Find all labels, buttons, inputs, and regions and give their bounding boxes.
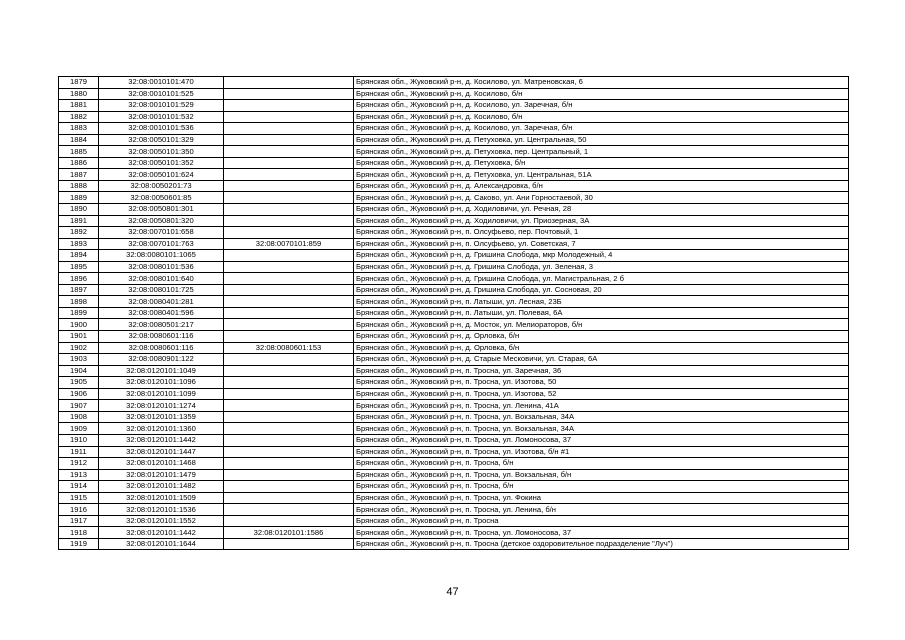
cadastral-number-cell: 32:08:0080501:217 <box>99 319 224 331</box>
linked-cadastral-number-cell <box>224 134 354 146</box>
address-cell: Брянская обл., Жуковский р-н, д. Александровка, б/н <box>354 180 849 192</box>
linked-cadastral-number-cell: 32:08:0080601:153 <box>224 342 354 354</box>
address-cell: Брянская обл., Жуковский р-н, п. Тросна, ул. Изотова, 52 <box>354 388 849 400</box>
table-row <box>59 342 849 354</box>
cadastral-number-cell: 32:08:0080101:725 <box>99 284 224 296</box>
linked-cadastral-number-cell <box>224 250 354 262</box>
row-number-cell: 1899 <box>59 307 99 319</box>
cadastral-number-cell: 32:08:0120101:1442 <box>99 434 224 446</box>
cadastral-number-cell: 32:08:0080401:281 <box>99 296 224 308</box>
linked-cadastral-number-cell <box>224 100 354 112</box>
table-row <box>59 296 849 308</box>
row-number-cell: 1883 <box>59 123 99 135</box>
address-cell: Брянская обл., Жуковский р-н, п. Тросна, ул. Изотова, 50 <box>354 377 849 389</box>
cadastral-number-cell: 32:08:0050801:301 <box>99 204 224 216</box>
cadastral-number-cell: 32:08:0050101:329 <box>99 134 224 146</box>
cadastral-number-cell: 32:08:0120101:1359 <box>99 411 224 423</box>
cadastral-number-cell: 32:08:0080101:640 <box>99 273 224 285</box>
linked-cadastral-number-cell <box>224 123 354 135</box>
address-cell: Брянская обл., Жуковский р-н, д. Ходиловичи, ул. Приозерная, 3А <box>354 215 849 227</box>
cadastral-number-cell: 32:08:0080601:116 <box>99 331 224 343</box>
address-cell: Брянская обл., Жуковский р-н, п. Тросна, б/н <box>354 458 849 470</box>
cadastral-number-cell: 32:08:0010101:470 <box>99 77 224 89</box>
address-cell: Брянская обл., Жуковский р-н, п. Тросна, ул. Ленина, 41А <box>354 400 849 412</box>
table-row <box>59 527 849 539</box>
table-row <box>59 400 849 412</box>
table-row <box>59 250 849 262</box>
row-number-cell: 1907 <box>59 400 99 412</box>
row-number-cell: 1895 <box>59 261 99 273</box>
linked-cadastral-number-cell <box>224 273 354 285</box>
table-row <box>59 446 849 458</box>
row-number-cell: 1909 <box>59 423 99 435</box>
row-number-cell: 1916 <box>59 504 99 516</box>
address-cell: Брянская обл., Жуковский р-н, д. Гришина Слобода, ул. Магистральная, 2 б <box>354 273 849 285</box>
cadastral-number-cell: 32:08:0120101:1644 <box>99 538 224 550</box>
table-row <box>59 227 849 239</box>
table-row <box>59 411 849 423</box>
address-cell: Брянская обл., Жуковский р-н, п. Тросна, ул. Вокзальная, б/н <box>354 469 849 481</box>
cadastral-number-cell: 32:08:0070101:658 <box>99 227 224 239</box>
address-cell: Брянская обл., Жуковский р-н, п. Тросна, ул. Ломоносова, 37 <box>354 527 849 539</box>
cadastral-number-cell: 32:08:0120101:1536 <box>99 504 224 516</box>
cadastral-number-cell: 32:08:0050801:320 <box>99 215 224 227</box>
row-number-cell: 1906 <box>59 388 99 400</box>
table-row <box>59 77 849 89</box>
address-cell: Брянская обл., Жуковский р-н, п. Тросна (детское оздоровительное подразделение "Луч") <box>354 538 849 550</box>
address-cell: Брянская обл., Жуковский р-н, п. Тросна, ул. Вокзальная, 34А <box>354 411 849 423</box>
cadastral-number-cell: 32:08:0080101:1065 <box>99 250 224 262</box>
table-row <box>59 238 849 250</box>
table-row <box>59 307 849 319</box>
table-row <box>59 365 849 377</box>
row-number-cell: 1902 <box>59 342 99 354</box>
table-row <box>59 100 849 112</box>
linked-cadastral-number-cell <box>224 469 354 481</box>
table-row <box>59 261 849 273</box>
linked-cadastral-number-cell <box>224 111 354 123</box>
row-number-cell: 1888 <box>59 180 99 192</box>
cadastral-number-cell: 32:08:0050101:350 <box>99 146 224 158</box>
row-number-cell: 1908 <box>59 411 99 423</box>
cadastral-number-cell: 32:08:0050601:85 <box>99 192 224 204</box>
cadastral-number-cell: 32:08:0120101:1360 <box>99 423 224 435</box>
address-cell: Брянская обл., Жуковский р-н, п. Тросна, ул. Изотова, б/н #1 <box>354 446 849 458</box>
registry-table-body <box>59 77 849 550</box>
linked-cadastral-number-cell <box>224 354 354 366</box>
row-number-cell: 1918 <box>59 527 99 539</box>
linked-cadastral-number-cell <box>224 538 354 550</box>
cadastral-number-cell: 32:08:0080901:122 <box>99 354 224 366</box>
address-cell: Брянская обл., Жуковский р-н, п. Тросна, ул. Вокзальная, 34А <box>354 423 849 435</box>
table-row <box>59 492 849 504</box>
cadastral-number-cell: 32:08:0050201:73 <box>99 180 224 192</box>
table-row <box>59 123 849 135</box>
address-cell: Брянская обл., Жуковский р-н, д. Петуховка, ул. Центральная, 51А <box>354 169 849 181</box>
linked-cadastral-number-cell <box>224 296 354 308</box>
table-row <box>59 469 849 481</box>
linked-cadastral-number-cell <box>224 180 354 192</box>
cadastral-number-cell: 32:08:0120101:1479 <box>99 469 224 481</box>
cadastral-number-cell: 32:08:0010101:536 <box>99 123 224 135</box>
linked-cadastral-number-cell <box>224 284 354 296</box>
cadastral-number-cell: 32:08:0120101:1552 <box>99 515 224 527</box>
address-cell: Брянская обл., Жуковский р-н, д. Петуховка, б/н <box>354 157 849 169</box>
address-cell: Брянская обл., Жуковский р-н, д. Гришина Слобода, мкр Молодежный, 4 <box>354 250 849 262</box>
table-row <box>59 388 849 400</box>
row-number-cell: 1879 <box>59 77 99 89</box>
linked-cadastral-number-cell <box>224 331 354 343</box>
row-number-cell: 1885 <box>59 146 99 158</box>
address-cell: Брянская обл., Жуковский р-н, п. Тросна, ул. Заречная, 36 <box>354 365 849 377</box>
linked-cadastral-number-cell <box>224 192 354 204</box>
table-row <box>59 331 849 343</box>
table-row <box>59 88 849 100</box>
table-row <box>59 157 849 169</box>
row-number-cell: 1897 <box>59 284 99 296</box>
row-number-cell: 1889 <box>59 192 99 204</box>
row-number-cell: 1882 <box>59 111 99 123</box>
linked-cadastral-number-cell <box>224 411 354 423</box>
cadastral-number-cell: 32:08:0010101:532 <box>99 111 224 123</box>
table-row <box>59 284 849 296</box>
table-row <box>59 538 849 550</box>
row-number-cell: 1917 <box>59 515 99 527</box>
address-cell: Брянская обл., Жуковский р-н, д. Косилово, ул. Матреновская, 6 <box>354 77 849 89</box>
address-cell: Брянская обл., Жуковский р-н, д. Мосток, ул. Мелиораторов, б/н <box>354 319 849 331</box>
table-row <box>59 481 849 493</box>
linked-cadastral-number-cell <box>224 492 354 504</box>
address-cell: Брянская обл., Жуковский р-н, д. Гришина Слобода, ул. Сосновая, 20 <box>354 284 849 296</box>
row-number-cell: 1890 <box>59 204 99 216</box>
linked-cadastral-number-cell <box>224 169 354 181</box>
address-cell: Брянская обл., Жуковский р-н, п. Олсуфьево, ул. Советская, 7 <box>354 238 849 250</box>
row-number-cell: 1887 <box>59 169 99 181</box>
address-cell: Брянская обл., Жуковский р-н, д. Косилово, б/н <box>354 111 849 123</box>
table-row <box>59 458 849 470</box>
cadastral-number-cell: 32:08:0010101:529 <box>99 100 224 112</box>
linked-cadastral-number-cell <box>224 423 354 435</box>
row-number-cell: 1896 <box>59 273 99 285</box>
linked-cadastral-number-cell <box>224 319 354 331</box>
linked-cadastral-number-cell: 32:08:0070101:859 <box>224 238 354 250</box>
cadastral-number-cell: 32:08:0120101:1049 <box>99 365 224 377</box>
cadastral-number-cell: 32:08:0120101:1099 <box>99 388 224 400</box>
address-cell: Брянская обл., Жуковский р-н, п. Латыши, ул. Лесная, 23Б <box>354 296 849 308</box>
cadastral-number-cell: 32:08:0120101:1442 <box>99 527 224 539</box>
cadastral-number-cell: 32:08:0080401:596 <box>99 307 224 319</box>
cadastral-number-cell: 32:08:0120101:1096 <box>99 377 224 389</box>
row-number-cell: 1886 <box>59 157 99 169</box>
cadastral-number-cell: 32:08:0120101:1509 <box>99 492 224 504</box>
linked-cadastral-number-cell <box>224 446 354 458</box>
address-cell: Брянская обл., Жуковский р-н, п. Тросна <box>354 515 849 527</box>
row-number-cell: 1893 <box>59 238 99 250</box>
address-cell: Брянская обл., Жуковский р-н, п. Латыши, ул. Полевая, 6А <box>354 307 849 319</box>
table-row <box>59 215 849 227</box>
linked-cadastral-number-cell <box>224 261 354 273</box>
table-row <box>59 515 849 527</box>
linked-cadastral-number-cell <box>224 458 354 470</box>
address-cell: Брянская обл., Жуковский р-н, п. Олсуфьево, пер. Почтовый, 1 <box>354 227 849 239</box>
cadastral-number-cell: 32:08:0050101:624 <box>99 169 224 181</box>
address-cell: Брянская обл., Жуковский р-н, д. Косилово, ул. Заречная, б/н <box>354 100 849 112</box>
table-row <box>59 434 849 446</box>
address-cell: Брянская обл., Жуковский р-н, д. Орловка, б/н <box>354 342 849 354</box>
row-number-cell: 1901 <box>59 331 99 343</box>
row-number-cell: 1881 <box>59 100 99 112</box>
cadastral-number-cell: 32:08:0010101:525 <box>99 88 224 100</box>
cadastral-number-cell: 32:08:0080101:536 <box>99 261 224 273</box>
linked-cadastral-number-cell <box>224 77 354 89</box>
cadastral-number-cell: 32:08:0120101:1482 <box>99 481 224 493</box>
address-cell: Брянская обл., Жуковский р-н, п. Тросна, б/н <box>354 481 849 493</box>
linked-cadastral-number-cell <box>224 88 354 100</box>
cadastral-number-cell: 32:08:0070101:763 <box>99 238 224 250</box>
table-row <box>59 204 849 216</box>
row-number-cell: 1898 <box>59 296 99 308</box>
row-number-cell: 1891 <box>59 215 99 227</box>
row-number-cell: 1913 <box>59 469 99 481</box>
row-number-cell: 1884 <box>59 134 99 146</box>
linked-cadastral-number-cell <box>224 215 354 227</box>
cadastral-number-cell: 32:08:0120101:1447 <box>99 446 224 458</box>
table-row <box>59 180 849 192</box>
row-number-cell: 1905 <box>59 377 99 389</box>
table-row <box>59 111 849 123</box>
table-row <box>59 504 849 516</box>
table-row <box>59 319 849 331</box>
row-number-cell: 1894 <box>59 250 99 262</box>
linked-cadastral-number-cell <box>224 504 354 516</box>
table-row <box>59 273 849 285</box>
row-number-cell: 1915 <box>59 492 99 504</box>
address-cell: Брянская обл., Жуковский р-н, д. Петуховка, пер. Центральный, 1 <box>354 146 849 158</box>
linked-cadastral-number-cell <box>224 434 354 446</box>
row-number-cell: 1903 <box>59 354 99 366</box>
address-cell: Брянская обл., Жуковский р-н, д. Гришина Слобода, ул. Зеленая, 3 <box>354 261 849 273</box>
linked-cadastral-number-cell <box>224 146 354 158</box>
row-number-cell: 1910 <box>59 434 99 446</box>
cadastral-number-cell: 32:08:0120101:1468 <box>99 458 224 470</box>
address-cell: Брянская обл., Жуковский р-н, п. Тросна, ул. Фокина <box>354 492 849 504</box>
linked-cadastral-number-cell: 32:08:0120101:1586 <box>224 527 354 539</box>
cadastral-number-cell: 32:08:0050101:352 <box>99 157 224 169</box>
linked-cadastral-number-cell <box>224 157 354 169</box>
address-cell: Брянская обл., Жуковский р-н, д. Петуховка, ул. Центральная, 50 <box>354 134 849 146</box>
row-number-cell: 1892 <box>59 227 99 239</box>
cadastral-number-cell: 32:08:0120101:1274 <box>99 400 224 412</box>
row-number-cell: 1919 <box>59 538 99 550</box>
address-cell: Брянская обл., Жуковский р-н, п. Тросна, ул. Ломоносова, 37 <box>354 434 849 446</box>
table-row <box>59 377 849 389</box>
linked-cadastral-number-cell <box>224 400 354 412</box>
address-cell: Брянская обл., Жуковский р-н, д. Саково, ул. Ани Горностаевой, 30 <box>354 192 849 204</box>
linked-cadastral-number-cell <box>224 365 354 377</box>
row-number-cell: 1880 <box>59 88 99 100</box>
linked-cadastral-number-cell <box>224 481 354 493</box>
address-cell: Брянская обл., Жуковский р-н, д. Косилово, ул. Заречная, б/н <box>354 123 849 135</box>
row-number-cell: 1904 <box>59 365 99 377</box>
table-row <box>59 146 849 158</box>
linked-cadastral-number-cell <box>224 227 354 239</box>
linked-cadastral-number-cell <box>224 388 354 400</box>
address-cell: Брянская обл., Жуковский р-н, д. Старые Месковичи, ул. Старая, 6А <box>354 354 849 366</box>
row-number-cell: 1911 <box>59 446 99 458</box>
cadastral-number-cell: 32:08:0080601:116 <box>99 342 224 354</box>
address-cell: Брянская обл., Жуковский р-н, д. Орловка, б/н <box>354 331 849 343</box>
table-row <box>59 192 849 204</box>
address-cell: Брянская обл., Жуковский р-н, д. Ходиловичи, ул. Речная, 28 <box>354 204 849 216</box>
registry-table <box>58 76 849 550</box>
table-row <box>59 354 849 366</box>
table-row <box>59 423 849 435</box>
linked-cadastral-number-cell <box>224 377 354 389</box>
row-number-cell: 1900 <box>59 319 99 331</box>
linked-cadastral-number-cell <box>224 515 354 527</box>
table-row <box>59 169 849 181</box>
address-cell: Брянская обл., Жуковский р-н, п. Тросна, ул. Ленина, б/н <box>354 504 849 516</box>
row-number-cell: 1914 <box>59 481 99 493</box>
table-row <box>59 134 849 146</box>
linked-cadastral-number-cell <box>224 204 354 216</box>
page-number: 47 <box>446 586 459 598</box>
address-cell: Брянская обл., Жуковский р-н, д. Косилово, б/н <box>354 88 849 100</box>
row-number-cell: 1912 <box>59 458 99 470</box>
linked-cadastral-number-cell <box>224 307 354 319</box>
